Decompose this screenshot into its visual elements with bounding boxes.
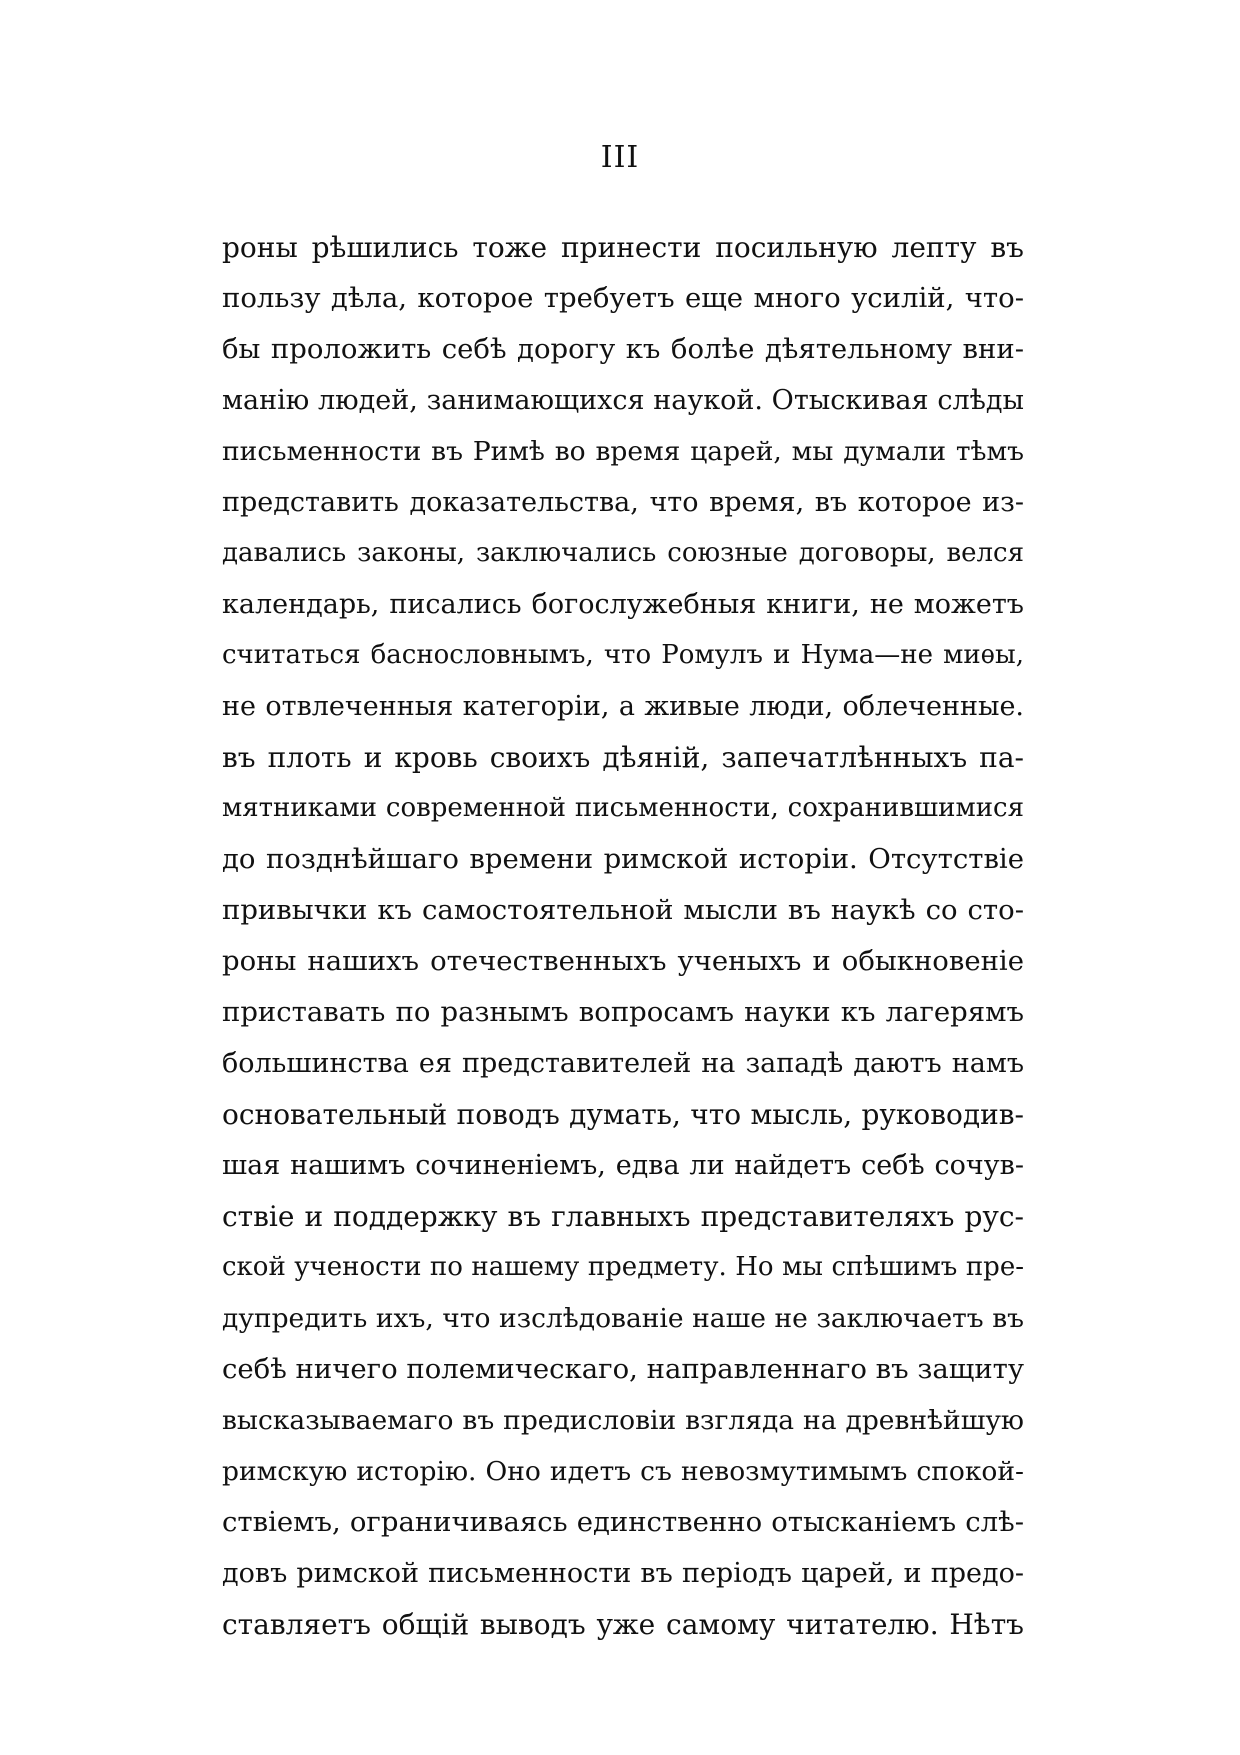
- text-line: до позднѣйшаго времени римской исторіи. Отсутствіе: [222, 843, 1024, 875]
- text-line: письменности въ Римѣ во время царей, мы думали тѣмъ: [222, 436, 1024, 467]
- text-line: считаться баснословнымъ, что Ромулъ и Нума—не миѳы,: [222, 640, 1024, 670]
- text-line: бы проложить себѣ дорогу къ болѣе дѣятельному вни-: [222, 333, 1024, 365]
- text-line: мятниками современной письменности, сохранившимися: [222, 793, 1024, 823]
- text-line: приставать по разнымъ вопросамъ науки къ лагерямъ: [222, 996, 1024, 1028]
- text-line: основательный поводъ думать, что мысль, руководив-: [222, 1098, 1024, 1131]
- text-line: ставляетъ общій выводъ уже самому читателю. Нѣтъ: [222, 1608, 1024, 1641]
- text-line: ствіе и поддержку въ главныхъ представителяхъ рус-: [222, 1200, 1024, 1233]
- text-line: дупредить ихъ, что изслѣдованіе наше не заключаетъ въ: [222, 1303, 1024, 1334]
- text-line: ствіемъ, ограничиваясь единственно отысканіемъ слѣ-: [222, 1506, 1024, 1538]
- text-line: шая нашимъ сочиненіемъ, едва ли найдетъ себѣ сочув-: [222, 1150, 1024, 1181]
- text-line: календарь, писались богослужебныя книги, не можетъ: [222, 589, 1024, 620]
- text-line: себѣ ничего полемическаго, направленнаго въ защиту: [222, 1353, 1025, 1385]
- text-line: давались законы, заключались союзные договоры, велся: [222, 538, 1024, 568]
- text-line: роны нашихъ отечественныхъ ученыхъ и обыкновеніе: [222, 945, 1024, 977]
- text-line: высказываемаго въ предисловіи взгляда на древнѣйшую: [222, 1405, 1024, 1436]
- text-line: римскую исторію. Оно идетъ съ невозмутимымъ спокой-: [222, 1456, 1024, 1487]
- text-line: пользу дѣла, которое требуетъ еще много усилій, что-: [222, 282, 1024, 314]
- body-text: [222, 222, 1024, 1650]
- text-line: ской учености по нашему предмету. Но мы спѣшимъ пре-: [222, 1252, 1024, 1282]
- text-line: не отвлеченныя категоріи, а живые люди, облеченные.: [222, 691, 1024, 722]
- text-line: довъ римской письменности въ періодъ царей, и предо-: [222, 1558, 1024, 1589]
- text-line: роны рѣшились тоже принести посильную лепту въ: [222, 231, 1024, 264]
- text-line: въ плоть и кровь своихъ дѣяній, запечатлѣнныхъ па-: [222, 741, 1024, 774]
- text-line: привычки къ самостоятельной мысли въ наукѣ со сто-: [222, 894, 1024, 926]
- text-line: большинства ея представителей на западѣ даютъ намъ: [222, 1048, 1024, 1079]
- page-number: III: [600, 140, 640, 175]
- text-line: представить доказательства, что время, въ которое из-: [222, 487, 1024, 518]
- text-line: манію людей, занимающихся наукой. Отыскивая слѣды: [222, 385, 1024, 416]
